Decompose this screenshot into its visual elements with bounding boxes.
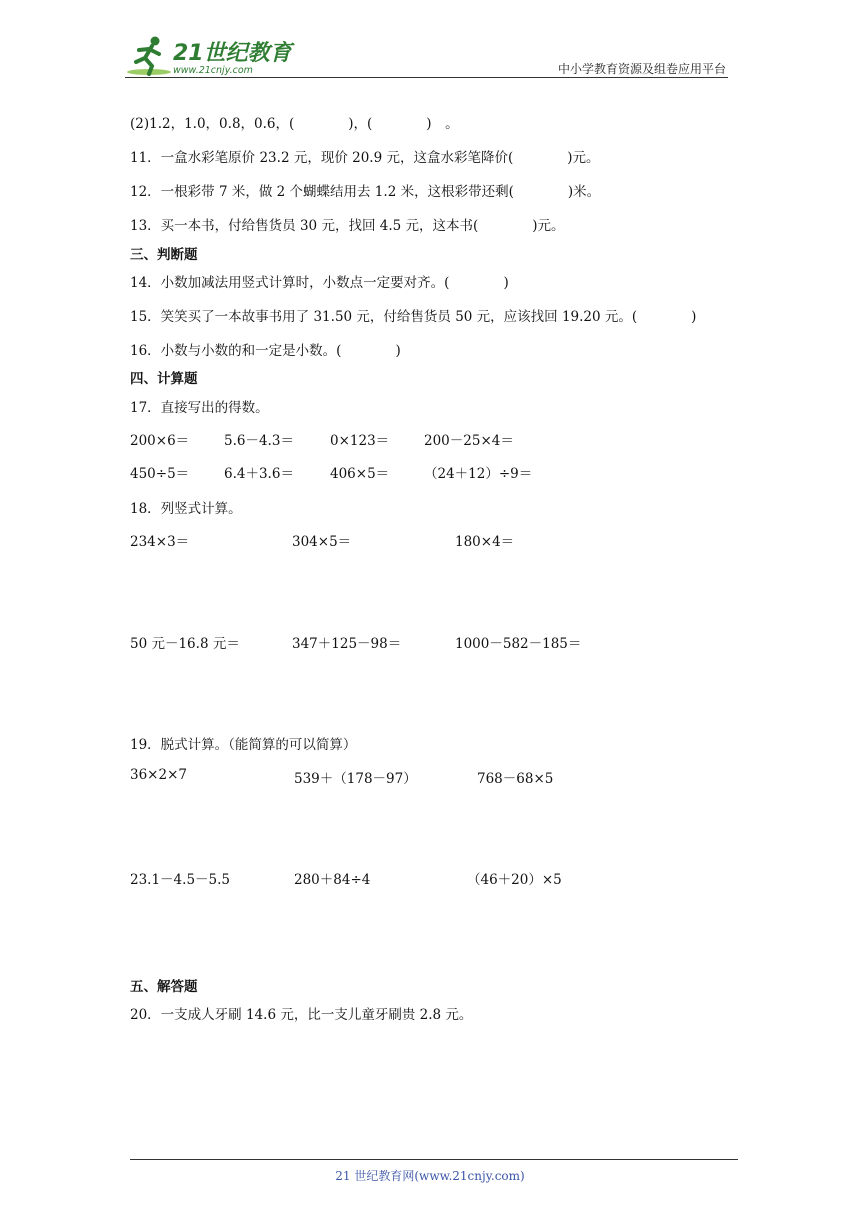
q17-item: 5.6－4.3＝: [224, 433, 294, 449]
question-16: 16．小数与小数的和一定是小数。( ): [130, 343, 401, 359]
question-10-part-2: (2)1.2，1.0，0.8，0.6，( )，( ) 。: [130, 116, 459, 132]
question-11: 11．一盒水彩笔原价 23.2 元，现价 20.9 元，这盒水彩笔降价( )元。: [130, 150, 600, 166]
section-calculation-heading: 四、计算题: [130, 371, 198, 387]
q19-item: 23.1－4.5－5.5: [130, 872, 230, 888]
q18-item: 50 元－16.8 元＝: [130, 636, 240, 652]
footer-divider: [130, 1159, 738, 1160]
footer-link[interactable]: 21 世纪教育网(www.21cnjy.com): [335, 1169, 525, 1183]
q17-item: 0×123＝: [330, 433, 390, 449]
q17-item: （24＋12）÷9＝: [424, 466, 533, 482]
logo-url: www.21cnjy.com: [173, 65, 253, 76]
question-17: 17．直接写出的得数。: [130, 400, 269, 416]
q17-item: 200－25×4＝: [424, 433, 514, 449]
header-divider: [125, 77, 728, 78]
q19-item: （46＋20）×5: [467, 872, 562, 888]
q19-item: 36×2×7: [130, 767, 187, 783]
q19-item: 768－68×5: [477, 771, 554, 787]
q18-item: 234×3＝: [130, 534, 190, 550]
q17-item: 450÷5＝: [130, 466, 190, 482]
section-answer-heading: 五、解答题: [130, 979, 198, 995]
section-judgement-heading: 三、判断题: [130, 247, 198, 263]
q18-item: 1000－582－185＝: [455, 636, 582, 652]
q18-item: 180×4＝: [455, 534, 515, 550]
q19-item: 539＋（178－97）: [294, 771, 417, 787]
running-figure-icon: [125, 32, 171, 78]
logo-text: 21世纪教育: [173, 41, 292, 66]
site-logo: [125, 30, 295, 80]
q17-item: 406×5＝: [330, 466, 390, 482]
q18-item: 304×5＝: [292, 534, 352, 550]
q17-item: 6.4＋3.6＝: [224, 466, 294, 482]
q17-item: 200×6＝: [130, 433, 190, 449]
q18-item: 347＋125－98＝: [292, 636, 402, 652]
question-20: 20．一支成人牙刷 14.6 元，比一支儿童牙刷贵 2.8 元。: [130, 1007, 473, 1023]
question-12: 12．一根彩带 7 米，做 2 个蝴蝶结用去 1.2 米，这根彩带还剩( )米。: [130, 184, 601, 200]
header-tagline: 中小学教育资源及组卷应用平台: [557, 62, 726, 76]
question-18: 18．列竖式计算。: [130, 501, 242, 517]
question-15: 15．笑笑买了一本故事书用了 31.50 元，付给售货员 50 元，应该找回 19.20 元。( ): [130, 309, 697, 325]
q19-item: 280＋84÷4: [294, 872, 371, 888]
question-13: 13．买一本书，付给售货员 30 元，找回 4.5 元，这本书( )元。: [130, 218, 565, 234]
question-19: 19．脱式计算。（能简算的可以简算）: [130, 737, 357, 753]
question-14: 14．小数加减法用竖式计算时，小数点一定要对齐。( ): [130, 275, 509, 291]
